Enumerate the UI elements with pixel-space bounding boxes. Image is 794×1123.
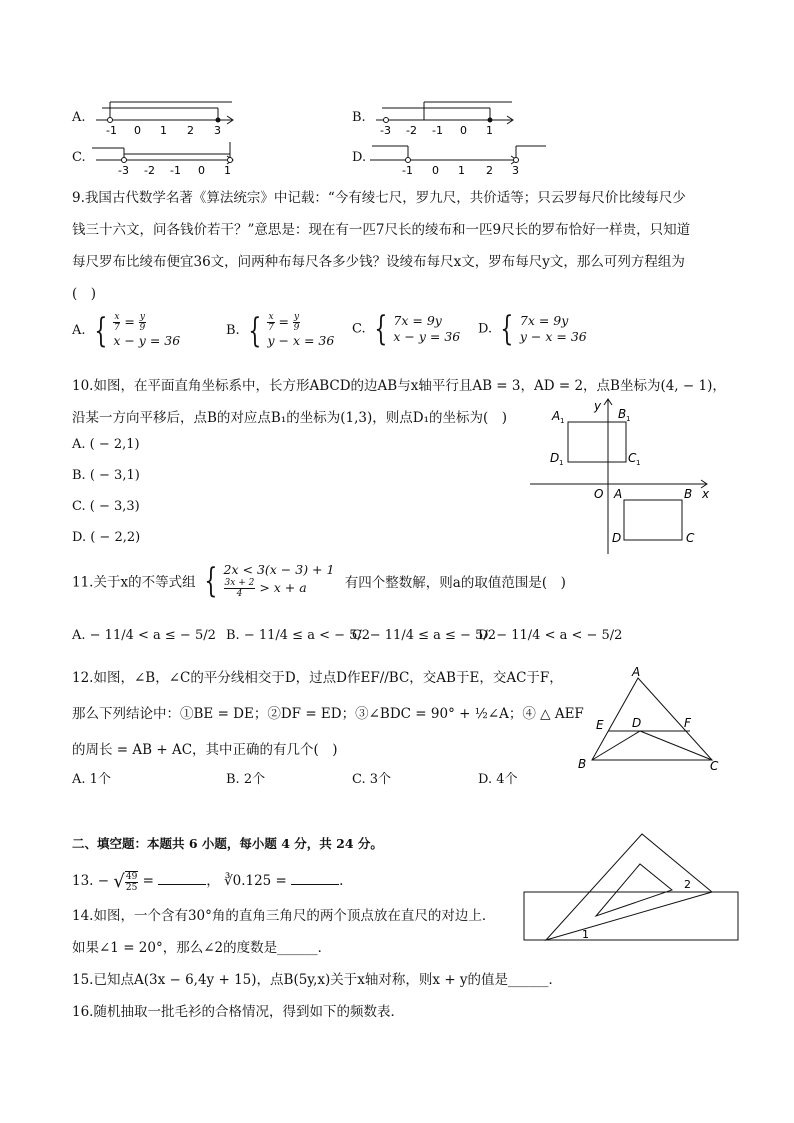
q14-line1: 14.如图，一个含有30°角的直角三角尺的两个顶点放在直尺的对边上．: [72, 908, 496, 924]
q11-option-b: B. − 11/4 ≤ a < − 5/2: [226, 628, 371, 643]
svg-text:E: E: [596, 718, 604, 732]
svg-text:-2: -2: [144, 164, 155, 177]
svg-text:0: 0: [198, 164, 205, 177]
tick: 1: [160, 124, 167, 137]
q8-option-d-label: D.: [352, 150, 367, 165]
q12-option-c: C. 3个: [352, 772, 392, 787]
q8-option-d-numberline: [366, 138, 551, 180]
svg-text:2: 2: [684, 878, 691, 891]
svg-text:1: 1: [560, 417, 565, 425]
q8-option-c-label: C.: [72, 150, 86, 165]
svg-text:-2: -2: [406, 124, 417, 137]
svg-text:2: 2: [486, 164, 493, 177]
svg-text:x: x: [702, 487, 710, 501]
q13: 13. − √ $\frac{49}{25}$ = ， ∛0.125 = .: [72, 871, 344, 893]
svg-text:1: 1: [486, 124, 493, 137]
q11-option-c: C. − 11/4 ≤ a ≤ − 5/2: [352, 628, 496, 643]
q12-line2: 那么下列结论中：①BE = DE；②DF = ED；③∠BDC = 90° + ½∠A；④ △ AEF: [72, 706, 584, 722]
q9-line2: 钱三十六文，问各钱价若干？”意思是：现在有一匹7尺长的绫布和一匹9尺长的罗布恰好一样贵，只知道: [72, 222, 691, 238]
svg-text:1: 1: [458, 164, 465, 177]
svg-text:1: 1: [559, 459, 564, 467]
svg-text:C: C: [628, 451, 637, 465]
q9-line1: 9.我国古代数学名著《算法统宗》中记载：“今有绫七尺，罗九尺，共价适等；只云罗每尺价比绫每尺少: [72, 190, 686, 206]
q11-option-a: A. − 11/4 < a ≤ − 5/2: [72, 628, 216, 643]
svg-text:1: 1: [636, 459, 641, 467]
q8-option-a-numberline: [92, 96, 242, 138]
q8-option-b-numberline: [372, 96, 522, 138]
q10-option-a: A. ( − 2,1): [72, 437, 140, 452]
q14-line2: 如果∠1 = 20°，那么∠2的度数是______．: [72, 940, 332, 956]
svg-text:F: F: [684, 716, 691, 730]
q10-option-d: D. ( − 2,2): [72, 530, 141, 545]
svg-text:B: B: [684, 487, 693, 501]
svg-text:A: A: [614, 487, 623, 501]
q9-answer-paren: ( ): [72, 286, 97, 302]
q13-blank-1[interactable]: [158, 872, 206, 885]
svg-text:B: B: [578, 757, 587, 771]
q9-option-d: D. { 7x = 9y y − x = 36: [478, 309, 587, 349]
svg-text:C: C: [686, 531, 695, 545]
q12-line1: 12.如图，∠B，∠C的平分线相交于D，过点D作EF//BC，交AB于E，交AC于F，: [72, 670, 563, 686]
q12-option-a: A. 1个: [72, 772, 111, 787]
svg-text:0: 0: [460, 124, 467, 137]
q11-question: 11.关于x的不等式组 { 2x < 3(x − 3) + 1 $\frac{3x + 2}{4}$ > x + a 有四个整数解，则a的取值范围是( ): [72, 560, 566, 601]
svg-text:0: 0: [432, 164, 439, 177]
tick: 0: [134, 124, 141, 137]
svg-text:C: C: [710, 759, 719, 773]
q10-option-b: B. ( − 3,1): [72, 468, 140, 483]
q16: 16.随机抽取一批毛衫的合格情况，得到如下的频数表．: [72, 1004, 404, 1020]
q10-line2: 沿某一方向平移后，点B的对应点B₁的坐标为(1,3)，则点D₁的坐标为( ): [72, 410, 508, 426]
tick: 2: [187, 124, 194, 137]
q9-line3: 每尺罗布比绫布便宜36文，问两种布每尺各多少钱？设绫布每尺x文，罗布每尺y文，那么可列方程组为: [72, 254, 685, 270]
svg-text:-1: -1: [170, 164, 181, 177]
svg-text:D: D: [550, 451, 560, 465]
svg-text:1: 1: [224, 164, 231, 177]
svg-text:3: 3: [512, 164, 519, 177]
q9-option-b: B. { $\frac{x}{7}$ = $\frac{y}{9}$ y − x = 36: [226, 310, 335, 351]
svg-text:-1: -1: [432, 124, 443, 137]
svg-text:1: 1: [582, 928, 589, 941]
svg-text:A: A: [632, 665, 641, 679]
q13-blank-2[interactable]: [291, 872, 339, 885]
q10-line1: 10.如图，在平面直角坐标系中，长方形ABCD的边AB与x轴平行且AB = 3，AD = 2，点B坐标为(4, − 1)，: [72, 378, 726, 394]
q10-coordinate-figure: [528, 394, 718, 558]
q15: 15.已知点A(3x − 6,4y + 15)，点B(5y,x)关于x轴对称，则x + y的值是______．: [72, 972, 563, 988]
svg-text:A: A: [552, 409, 561, 423]
svg-text:y: y: [594, 399, 602, 413]
q8-option-c-numberline: [92, 138, 242, 180]
q8-option-b-label: B.: [352, 110, 366, 125]
q12-option-b: B. 2个: [226, 772, 266, 787]
q14-ruler-triangle-figure: [522, 828, 744, 944]
svg-text:-1: -1: [402, 164, 413, 177]
q12-triangle-figure: [570, 664, 730, 776]
tick: -1: [106, 124, 117, 137]
q9-option-c: C. { 7x = 9y x − y = 36: [352, 309, 461, 349]
svg-text:D: D: [612, 531, 622, 545]
svg-text:D: D: [632, 716, 642, 730]
q9-option-a: A. { $\frac{x}{7}$ = $\frac{y}{9}$ x − y = 36: [72, 310, 181, 351]
q11-option-d: D. − 11/4 < a < − 5/2: [478, 628, 623, 643]
q8-option-a-label: A.: [72, 110, 86, 125]
q12-option-d: D. 4个: [478, 772, 518, 787]
section-2-heading: 二、填空题：本题共 6 小题，每小题 4 分，共 24 分。: [72, 836, 383, 851]
svg-text:-3: -3: [118, 164, 129, 177]
q12-line3: 的周长 = AB + AC，其中正确的有几个( ): [72, 742, 338, 758]
svg-text:-3: -3: [380, 124, 391, 137]
q10-option-c: C. ( − 3,3): [72, 499, 140, 514]
svg-text:O: O: [594, 487, 604, 501]
svg-text:B: B: [618, 407, 627, 421]
tick: 3: [214, 124, 221, 137]
svg-text:1: 1: [626, 415, 631, 423]
